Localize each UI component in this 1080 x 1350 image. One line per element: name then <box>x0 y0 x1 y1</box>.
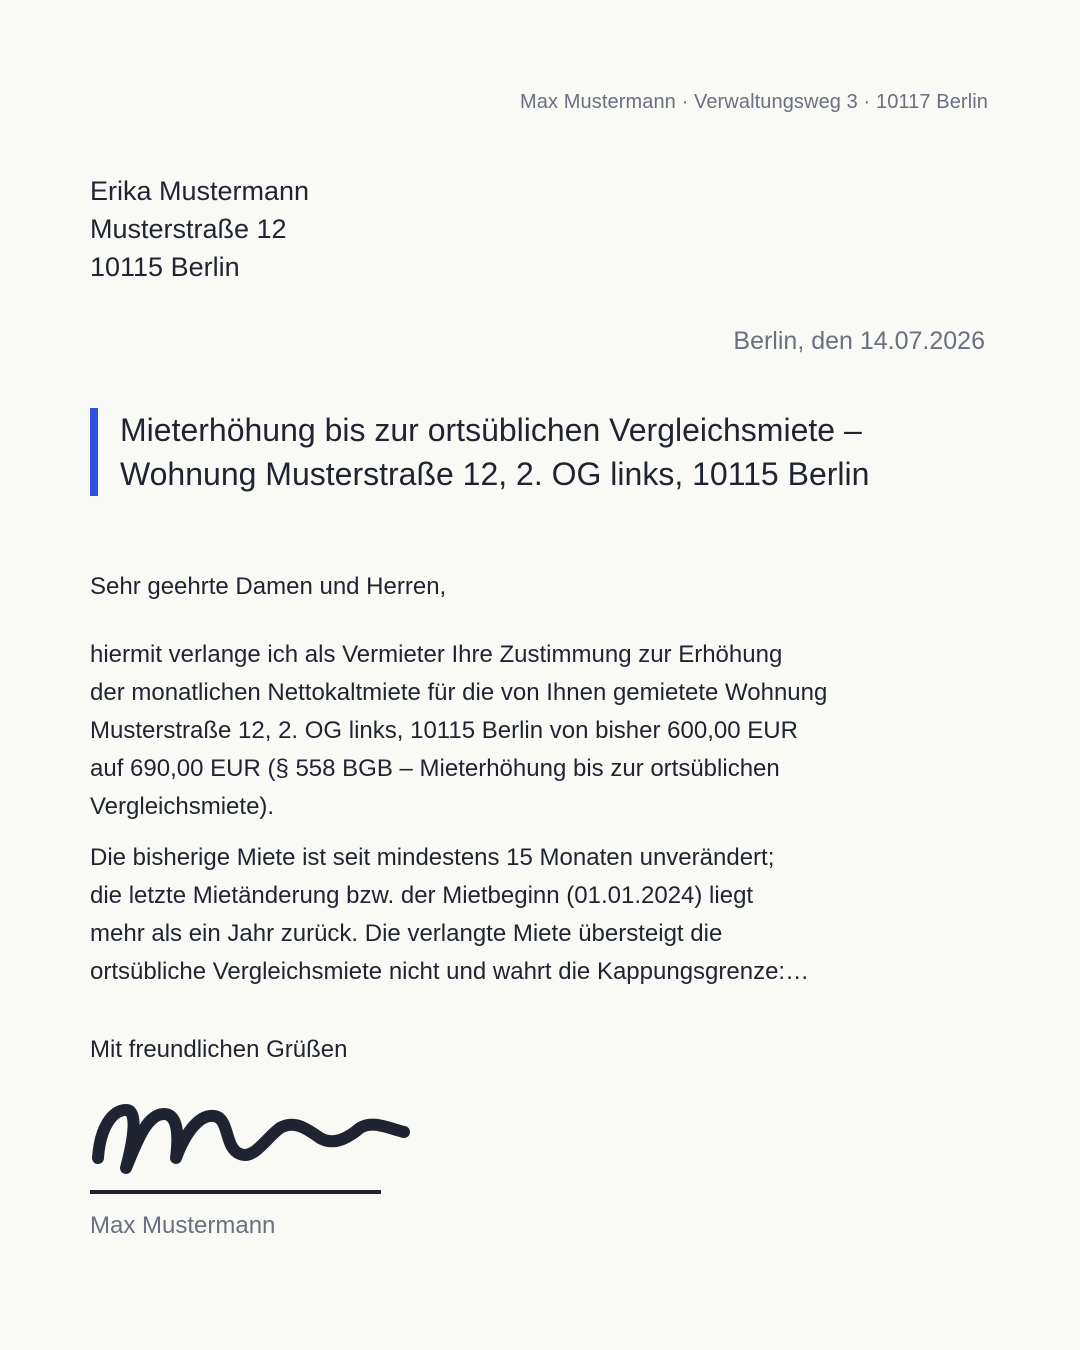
recipient-city: 10115 Berlin <box>90 252 240 282</box>
sender-address-line: Max Mustermann · Verwaltungsweg 3 · 10117 Berlin <box>520 91 988 113</box>
paragraph-line: der monatlichen Nettokaltmiete für die von Ihnen gemietete Wohnung <box>90 679 828 706</box>
paragraph-line: Vergleichsmiete). <box>90 793 275 820</box>
paragraph-line: hiermit verlange ich als Vermieter Ihre Zustimmung zur Erhöhung <box>90 641 783 668</box>
body-paragraph-1 <box>90 636 827 826</box>
recipient-address-block <box>90 172 309 286</box>
signer-name: Max Mustermann <box>90 1212 276 1239</box>
letter-subject: Mieterhöhung bis zur ortsüblichen Vergleichsmiete – Wohnung Musterstraße 12, 2. OG links, 10115 Berlin <box>90 408 940 496</box>
recipient-street: Musterstraße 12 <box>90 214 287 244</box>
letter-date: Berlin, den 14.07.2026 <box>733 327 985 355</box>
paragraph-line: ortsübliche Vergleichsmiete nicht und wahrt die Kappungsgrenze:… <box>90 958 810 985</box>
closing-phrase: Mit freundlichen Grüßen <box>90 1036 348 1063</box>
salutation: Sehr geehrte Damen und Herren, <box>90 573 447 600</box>
paragraph-line: mehr als ein Jahr zurück. Die verlangte Miete übersteigt die <box>90 920 723 947</box>
body-paragraph-2 <box>90 839 809 991</box>
signature-line <box>90 1190 381 1194</box>
paragraph-line: die letzte Mietänderung bzw. der Mietbeginn (01.01.2024) liegt <box>90 882 754 909</box>
handwritten-signature <box>90 1098 420 1180</box>
paragraph-line: Musterstraße 12, 2. OG links, 10115 Berlin von bisher 600,00 EUR <box>90 717 798 744</box>
paragraph-line: Die bisherige Miete ist seit mindestens 15 Monaten unverändert; <box>90 844 775 871</box>
paragraph-line: auf 690,00 EUR (§ 558 BGB – Mieterhöhung bis zur ortsüblichen <box>90 755 780 782</box>
recipient-name: Erika Mustermann <box>90 176 310 206</box>
